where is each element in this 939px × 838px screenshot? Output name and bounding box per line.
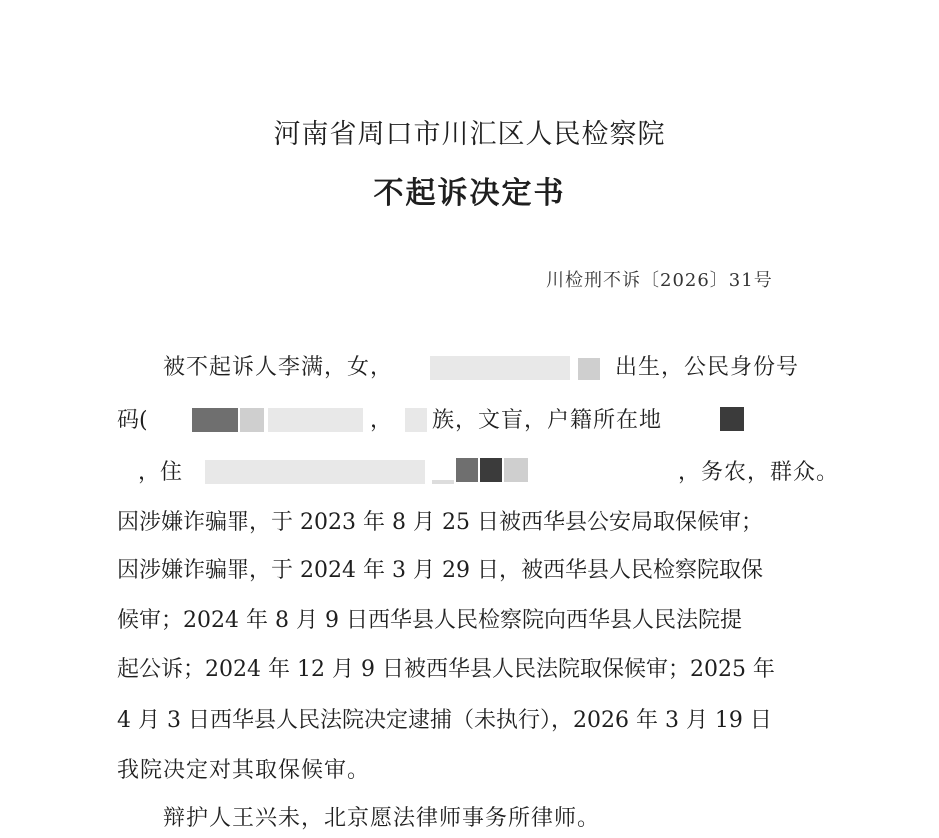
redaction-block bbox=[720, 407, 744, 431]
redaction-birthdate bbox=[430, 356, 570, 380]
document-number: 川检刑不诉〔2026〕31号 bbox=[546, 270, 773, 291]
history-line-4: 起公诉；2024 年 12 月 9 日被西华县人民法院取保候审；2025 年 bbox=[117, 657, 775, 682]
history-line-3: 候审；2024 年 8 月 9 日西华县人民检察院向西华县人民法院提 bbox=[117, 608, 742, 633]
organization-heading: 河南省周口市川汇区人民检察院 bbox=[273, 119, 666, 150]
redaction-block bbox=[432, 480, 454, 484]
party-line-2c: 族，文盲，户籍所在地 bbox=[432, 408, 663, 433]
party-line-2a: 码( bbox=[117, 408, 148, 433]
redaction-block bbox=[504, 458, 528, 482]
redaction-block bbox=[456, 458, 478, 482]
redaction-block bbox=[578, 358, 600, 380]
party-line-2b: ， bbox=[370, 408, 393, 433]
redaction-block bbox=[480, 458, 502, 482]
party-line-3b: ，务农，群众。 bbox=[678, 460, 840, 485]
history-line-6: 我院决定对其取保候审。 bbox=[117, 758, 371, 783]
redaction-ethnicity bbox=[405, 408, 427, 432]
party-line-3a: ，住 bbox=[138, 460, 183, 485]
redaction-id-number bbox=[192, 408, 238, 432]
history-line-1: 因涉嫌诈骗罪，于 2023 年 8 月 25 日被西华县公安局取保候审； bbox=[117, 510, 763, 535]
history-line-2: 因涉嫌诈骗罪，于 2024 年 3 月 29 日，被西华县人民检察院取保 bbox=[117, 558, 763, 583]
history-line-5: 4 月 3 日西华县人民法院决定逮捕（未执行），2026 年 3 月 19 日 bbox=[117, 708, 772, 733]
redaction-address bbox=[205, 460, 425, 484]
document-title: 不起诉决定书 bbox=[373, 176, 566, 211]
defender-line: 辩护人王兴未，北京愿法律师事务所律师。 bbox=[163, 806, 601, 831]
party-line-1a: 被不起诉人李满，女， bbox=[163, 355, 394, 380]
party-line-1b: 出生，公民身份号 bbox=[615, 355, 800, 380]
redaction-block bbox=[240, 408, 264, 432]
redaction-block bbox=[268, 408, 363, 432]
